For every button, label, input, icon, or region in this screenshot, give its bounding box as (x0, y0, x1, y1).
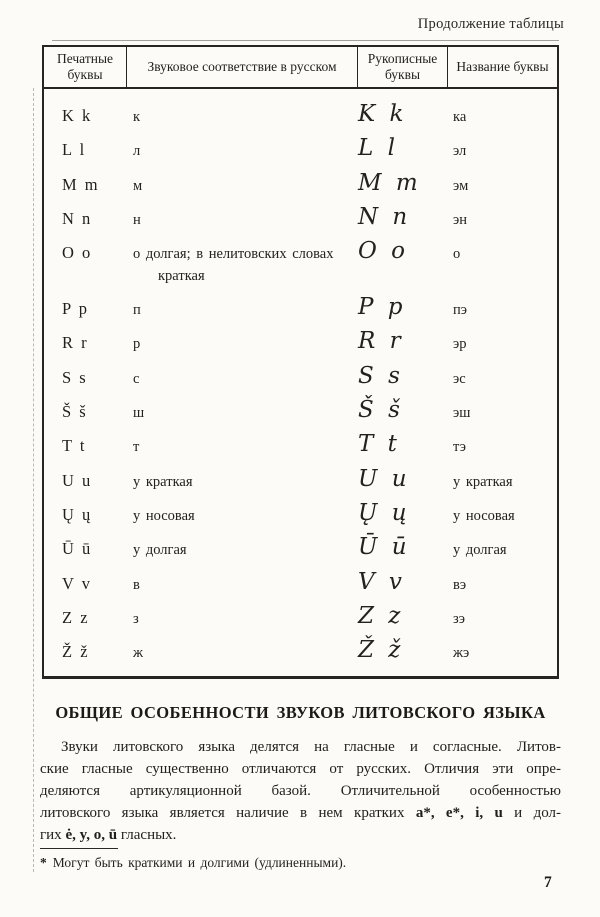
handwritten-letters-cell: U u (358, 465, 407, 492)
printed-letters-cell: Ž ž (62, 642, 88, 662)
handwritten-letters-cell: L l (358, 135, 395, 162)
letter-name-cell: эс (453, 370, 466, 387)
header-sound-correspondence: Звуковое соответствие в русском (127, 47, 358, 87)
table-row (44, 240, 557, 296)
sound-cell: у долгая (133, 542, 187, 559)
letter-name-cell: у краткая (453, 473, 513, 490)
handwritten-letters-cell: P p (358, 294, 403, 321)
sound-cell: л (133, 143, 141, 160)
table-row (44, 362, 557, 399)
paragraph-text: деляются артикуляционной базой. Отличительной особенностью (40, 783, 561, 799)
letter-name-cell: вэ (453, 576, 467, 593)
header-printed-letters: Печатные буквы (44, 47, 127, 87)
page-number: 7 (544, 874, 552, 891)
handwritten-letters-cell: N n (358, 203, 408, 230)
footnote-marker: * (40, 855, 47, 870)
letter-name-cell: о (453, 246, 461, 263)
header-handwritten-letters: Рукописные буквы (358, 47, 448, 87)
printed-letters-cell: P p (62, 299, 87, 319)
table-row (44, 639, 557, 673)
paragraph-line (40, 780, 561, 802)
letter-name-cell: эр (453, 336, 467, 353)
sound-cell: ж (133, 645, 144, 662)
paragraph-text: литовского языка является наличие в нем кратких (40, 805, 416, 821)
handwritten-letters-cell: M m (358, 169, 418, 196)
handwritten-letters-cell: R r (358, 328, 401, 355)
printed-letters-cell: V v (62, 573, 90, 593)
handwritten-letters-cell: O o (358, 238, 406, 265)
paragraph-line (40, 802, 561, 824)
table-row (44, 568, 557, 605)
table-header-row (44, 47, 557, 89)
printed-letters-cell: S s (62, 367, 86, 387)
handwritten-letters-cell: S s (358, 362, 400, 389)
bold-letters: a*, e*, i, u (415, 805, 503, 821)
sound-cell: з (133, 610, 139, 627)
footnote (40, 855, 560, 871)
printed-letters-cell: Š š (62, 402, 86, 422)
printed-letters-cell: T t (62, 436, 85, 456)
handwritten-letters-cell: T t (358, 431, 397, 458)
printed-letters-cell: O o (62, 243, 91, 263)
footnote-rule (40, 848, 118, 849)
printed-letters-cell: M m (62, 174, 98, 194)
paragraph-line (40, 736, 561, 758)
sound-cell: у носовая (133, 507, 195, 524)
letter-name-cell: пэ (453, 302, 467, 319)
sound-cell: п (133, 302, 141, 319)
letter-name-cell: у долгая (453, 542, 507, 559)
sound-cell: с (133, 370, 140, 387)
sound-cell: о долгая; в нелитовских словах краткая (133, 246, 334, 285)
letter-name-cell: жэ (453, 645, 470, 662)
printed-letters-cell: Ū ū (62, 539, 91, 559)
table-row (44, 499, 557, 536)
letter-name-cell: эм (453, 177, 469, 194)
table-row (44, 137, 557, 171)
paragraph-text: гласных. (117, 827, 177, 843)
intro-paragraph (40, 736, 561, 846)
table-row (44, 203, 557, 240)
printed-letters-cell: N n (62, 208, 91, 228)
letter-name-cell: ка (453, 109, 467, 125)
paragraph-text: и дол- (502, 805, 561, 821)
sound-cell: ш (133, 405, 145, 422)
printed-letters-cell: Z z (62, 607, 88, 627)
paragraph-line (40, 824, 561, 846)
sound-cell: м (133, 177, 143, 194)
handwritten-letters-cell: Z z (358, 602, 401, 629)
footnote-text: Могут быть краткими и долгими (удлиненными). (52, 855, 347, 870)
alphabet-table (42, 45, 559, 679)
sound-cell: н (133, 211, 141, 228)
table-continuation-label: Продолжение таблицы (417, 16, 564, 32)
header-letter-name: Название буквы (456, 58, 549, 74)
table-row (44, 433, 557, 467)
table-row (44, 103, 557, 137)
handwritten-letters-cell: Š š (358, 397, 400, 424)
letter-name-cell: эш (453, 405, 471, 422)
sound-cell: в (133, 576, 140, 593)
printed-letters-cell: U u (62, 470, 91, 490)
paragraph-line (40, 758, 561, 780)
handwritten-letters-cell: K k (358, 101, 404, 127)
printed-letters-cell: R r (62, 333, 87, 353)
letter-name-cell: у носовая (453, 507, 515, 524)
letter-name-cell: тэ (453, 439, 466, 456)
table-body (44, 89, 557, 673)
scan-edge-artifact (33, 88, 34, 872)
letter-name-cell: зэ (453, 610, 465, 627)
table-row (44, 330, 557, 364)
printed-letters-cell: Ų ų (62, 504, 91, 524)
handwritten-letters-cell: V v (358, 568, 402, 595)
table-row (44, 296, 557, 330)
table-row (44, 169, 557, 206)
letter-name-cell: эн (453, 211, 467, 228)
sound-cell: т (133, 439, 140, 456)
table-row (44, 602, 557, 639)
table-row (44, 465, 557, 502)
handwritten-letters-cell: Ū ū (358, 534, 407, 561)
sound-cell: у краткая (133, 473, 193, 490)
sound-cell: р (133, 336, 141, 353)
paragraph-text: ские гласные существенно отличаются от русских. Отличия эти опре- (40, 761, 561, 777)
letter-name-cell: эл (453, 143, 467, 160)
printed-letters-cell: K k (62, 106, 91, 125)
section-heading: ОБЩИЕ ОСОБЕННОСТИ ЗВУКОВ ЛИТОВСКОГО ЯЗЫКА (55, 703, 546, 722)
sound-cell: к (133, 109, 141, 125)
table-row (44, 536, 557, 570)
handwritten-letters-cell: Ž ž (358, 637, 401, 664)
handwritten-letters-cell: Ų ų (358, 499, 407, 526)
bold-letters: ė, y, o, ū (65, 827, 118, 843)
paragraph-text: гих (40, 827, 66, 843)
table-row (44, 399, 557, 433)
printed-letters-cell: L l (62, 140, 85, 160)
paragraph-text: Звуки литовского языка делятся на гласные и согласные. Литов- (61, 739, 561, 755)
